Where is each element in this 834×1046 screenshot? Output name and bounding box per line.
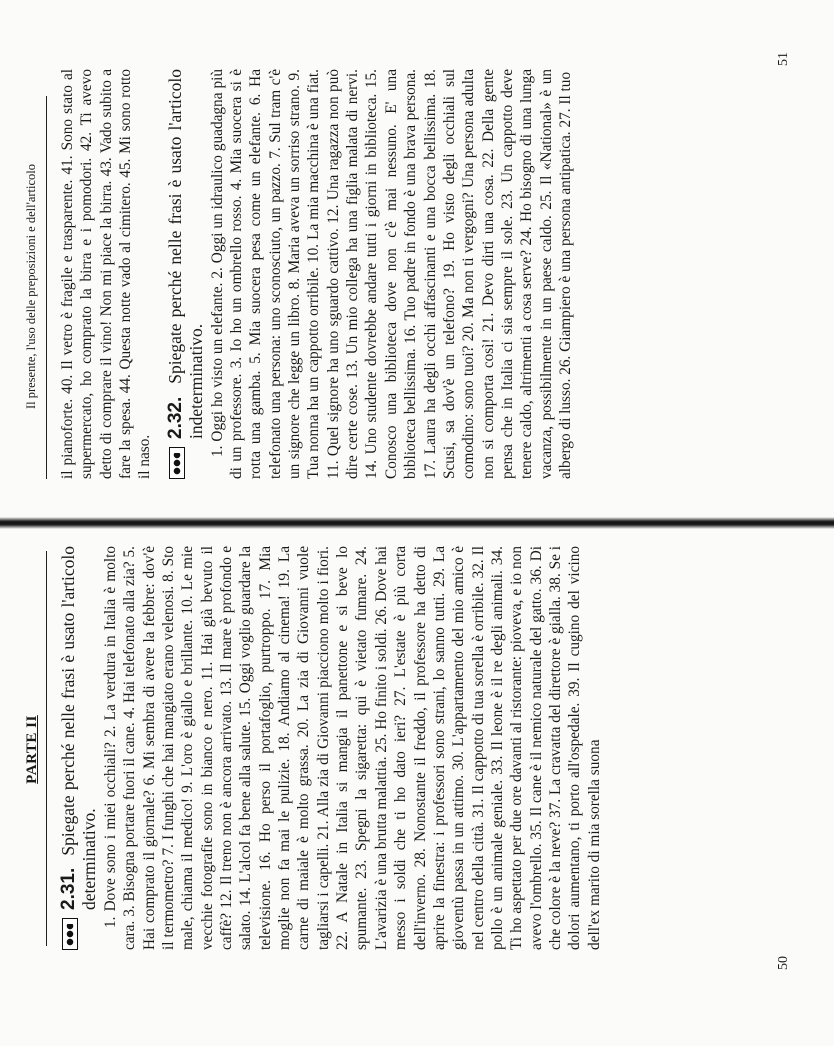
exercise-text: 1. Oggi ho visto un elefante. 2. Oggi un idraulico guadagna più di un professore. 3. Io ho un ombrello rosso. 4. Mia suocera si è rotta una gamba. 5. Mia suocera pesa come un elefante. 6. Ha telefonato una persona: uno sconosciuto, un pazzo. 7. Sul tram c'è un signore che legge un libro. 8. Maria aveva un sorriso strano. 9. Tua nonna ha un cappotto orribile. 10. La mia macchina è una fiat. 11. Quel signore ha uno sguardo cattivo. 12. Una ragazza non può dire certe cose. 13. Un mio collega ha una figlia malata di nervi. 14. Uno studente dovrebbe andare tutti i giorni in biblioteca. 15. Conosco una biblioteca dove non c'è mai nessuno. E' una biblioteca bellissima. 16. Tuo padre in fondo è una brava persona. 17. Laura ha degli occhi affascinanti e una bocca bellissima. 18. Scusi, sa dov'è un telefono? 19. Ho visto degli occhiali sul comodino: sono tuoi? 20. Ma non ti vergogni? Una persona adulta non si comporta così! 21. Devo dirti una cosa. 22. Della gente pensa che in Italia ci sia sempre il sole. 23. Un cappotto deve tenere caldo, altrimenti a cosa serve? 24. Ho bisogno di una lunga vacanza, possibilmente in un paese caldo. 25. Il «National» è un albergo di lusso. 26. Giampiero è una persona antipatica. 27. Il tuo bbox=[208, 69, 574, 479]
difficulty-badge-icon bbox=[62, 918, 78, 950]
exercise-heading bbox=[58, 546, 99, 950]
header-rule-right bbox=[46, 96, 47, 479]
exercise-heading bbox=[165, 69, 206, 479]
page-number-right: 51 bbox=[776, 52, 791, 66]
exercise-instruction: 2.32. Spiegate perché nelle frasi è usato l'articolo indeterminativo. bbox=[164, 69, 206, 439]
left-page bbox=[0, 523, 834, 1046]
exercise-text: 1. Dove sono i miei occhiali? 2. La verdura in Italia è molto cara. 3. Bisogna portare fuori il cane. 4. Hai telefonato alla zia? 5. Hai comprato il giornale? 6. Mi sembra di avere la febbre: dov'è il termometro? 7. I funghi che hai mangiato erano velenosi. 8. Sto male, chiama il medico! 9. L'oro è giallo e brillante. 10. Le mie vecchie fotografie sono in bianco e nero. 11. Hai già bevuto il caffè? 12. Il treno non è ancora arrivato. 13. Il mare è profondo e salato. 14. L'alcol fa bene alla salute. 15. Oggi voglio guardare la televisione. 16. Ho perso il portafoglio, purtroppo. 17. Mia moglie non fa mai le pulizie. 18. Andiamo al cinema! 19. La carne di maiale è molto grassa. 20. La zia di Giovanni vuole tagliarsi i capelli. 21. Alla zia di Giovanni piacciono molto i fiori. 22. A Natale in Italia si mangia il panettone e si beve lo spumante. 23. Spegni la sigaretta: qui è vietato fumare. 24. L'avarizia è una brutta malattia. 25. Ho finito i soldi. 26. Dove hai messo i soldi che ti ho dato ieri? 27. L'estate è più corta dell'inverno. 28. Nonostante il freddo, il professore ha detto di aprire la finestra: i professori sono strani, lo sanno tutti. 29. La gioventù passa in un attimo. 30. L'appartamento del mio amico è nel centro della città. 31. Il cappotto di tua sorella è orribile. 32. Il pollo è un animale geniale. 33. Il leone è il re degli animali. 34. Ti ho aspettato per due ore davanti al ristorante: pioveva, e io non avevo l'ombrello. 35. Il cane è il nemico naturale del gatto. 36. Di che colore è la neve? 37. La cravatta del direttore è gialla. 38. Se i dolori aumentano, ti porto all'ospedale. 39. Il cugino del vicino dell'ex marito di mia sorella suona bbox=[102, 546, 603, 950]
continued-text: il pianoforte. 40. Il vetro è fragile e trasparente. 41. Sono stato al supermercato, ho comprato la birra e i pomodori. 42. Ti avevo detto di comprare il vino! Non mi piace la birra. 43. Vado subito a fare la spesa. 44. Questa notte vado al cimitero. 45. Mi sono rotto il naso. bbox=[59, 69, 154, 479]
exercise-instruction: 2.31. Spiegate perché nelle frasi è usato l'articolo determinativo. bbox=[58, 546, 99, 910]
exercise-number: 2.31. bbox=[58, 861, 79, 910]
header-rule-left bbox=[46, 551, 47, 946]
running-head-left: PARTE II bbox=[24, 715, 40, 784]
page-number-left: 50 bbox=[776, 956, 791, 970]
right-column bbox=[58, 69, 575, 479]
running-head-right: Il presente, l'uso delle preposizioni e dell'articolo bbox=[24, 163, 38, 410]
left-column bbox=[58, 546, 604, 950]
difficulty-badge-icon bbox=[169, 447, 185, 479]
exercise-number: 2.32. bbox=[164, 389, 186, 439]
